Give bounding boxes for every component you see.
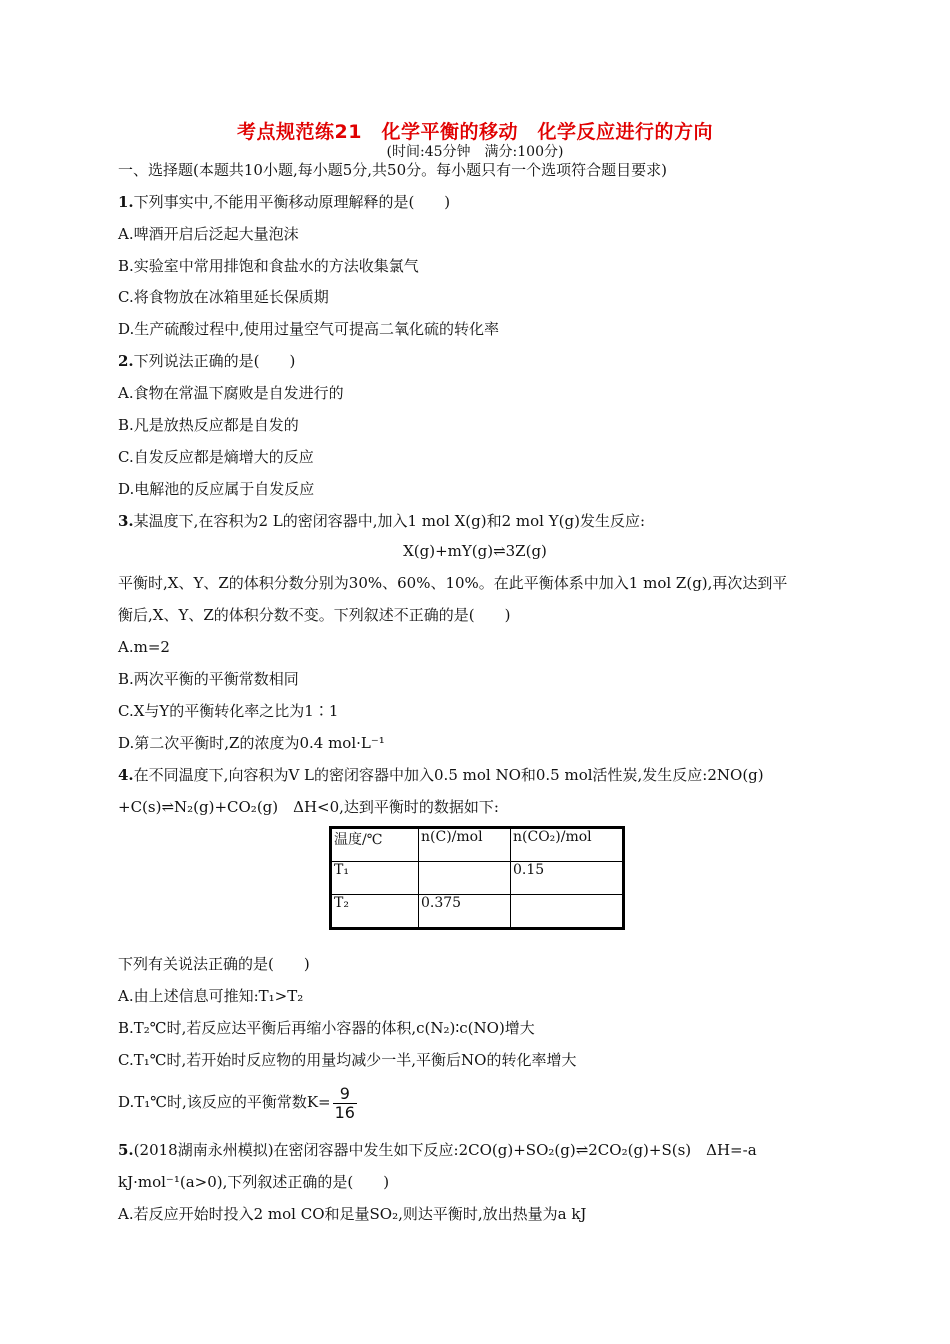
table-cell — [511, 895, 624, 929]
q2-option-a: A.食物在常温下腐败是自发进行的 — [118, 384, 344, 402]
q1-option-c: C.将食物放在冰箱里延长保质期 — [118, 288, 329, 306]
q3-text-line-2: 平衡时,X、Y、Z的体积分数分别为30%、60%、10%。在此平衡体系中加入1 mol Z(g),再次达到平 — [118, 574, 788, 592]
question-2 — [118, 350, 295, 372]
question-number: 1. — [118, 193, 134, 211]
q4-text-line-3: 下列有关说法正确的是( ) — [118, 955, 310, 973]
q1-option-b: B.实验室中常用排饱和食盐水的方法收集氯气 — [118, 257, 419, 275]
q3-option-d: D.第二次平衡时,Z的浓度为0.4 mol·L⁻¹ — [118, 734, 385, 752]
question-3 — [118, 510, 645, 532]
question-4 — [118, 764, 764, 786]
table-header-row — [331, 828, 624, 862]
page-title: 考点规范练21 化学平衡的移动 化学反应进行的方向 — [237, 121, 713, 143]
q2-option-d: D.电解池的反应属于自发反应 — [118, 480, 315, 498]
table-cell — [419, 862, 511, 895]
table-cell: T₁ — [331, 862, 419, 895]
q4-option-b: B.T₂℃时,若反应达平衡后再缩小容器的体积,c(N₂)∶c(NO)增大 — [118, 1019, 535, 1037]
table-header-cell: 温度/℃ — [331, 828, 419, 862]
q3-option-a: A.m=2 — [118, 638, 170, 656]
question-stem: (2018湖南永州模拟)在密闭容器中发生如下反应:2CO(g)+SO₂(g)⇌2CO₂(g)+S(s) ΔH=-a — [133, 1141, 757, 1159]
table-row — [331, 862, 624, 895]
question-5 — [118, 1139, 757, 1161]
q3-equation: X(g)+mY(g)⇌3Z(g) — [403, 542, 547, 560]
question-number: 4. — [118, 766, 134, 784]
q3-text-line-3: 衡后,X、Y、Z的体积分数不变。下列叙述不正确的是( ) — [118, 606, 511, 624]
page-subtitle: (时间:45分钟 满分:100分) — [386, 144, 564, 160]
equilibrium-data-table — [329, 826, 625, 930]
q1-option-a: A.啤酒开启后泛起大量泡沫 — [118, 225, 299, 243]
table-cell: 0.375 — [419, 895, 511, 929]
q4-option-d — [118, 1080, 357, 1124]
question-stem: 下列说法正确的是( ) — [133, 352, 296, 370]
question-stem: 下列事实中,不能用平衡移动原理解释的是( ) — [133, 193, 451, 211]
q2-option-c: C.自发反应都是熵增大的反应 — [118, 448, 314, 466]
q3-option-c: C.X与Y的平衡转化率之比为1∶1 — [118, 702, 339, 720]
fraction-numerator: 9 — [333, 1085, 357, 1104]
question-stem: 在不同温度下,向容积为V L的密闭容器中加入0.5 mol NO和0.5 mol活性炭,发生反应:2NO(g) — [133, 766, 764, 784]
table-header-cell: n(CO₂)/mol — [511, 828, 624, 862]
q1-option-d: D.生产硫酸过程中,使用过量空气可提高二氧化硫的转化率 — [118, 320, 500, 338]
table-header-cell: n(C)/mol — [419, 828, 511, 862]
table-cell: 0.15 — [511, 862, 624, 895]
question-1 — [118, 191, 450, 213]
question-number: 2. — [118, 352, 134, 370]
table-row — [331, 895, 624, 929]
q3-option-b: B.两次平衡的平衡常数相同 — [118, 670, 299, 688]
q4-text-line-2: +C(s)⇌N₂(g)+CO₂(g) ΔH<0,达到平衡时的数据如下: — [118, 798, 499, 816]
q4-option-a: A.由上述信息可推知:T₁>T₂ — [118, 987, 304, 1005]
q4-option-c: C.T₁℃时,若开始时反应物的用量均减少一半,平衡后NO的转化率增大 — [118, 1051, 577, 1069]
question-number: 3. — [118, 512, 134, 530]
q5-text-line-2: kJ·mol⁻¹(a>0),下列叙述正确的是( ) — [118, 1173, 390, 1191]
q4-option-d-text: D.T₁℃时,该反应的平衡常数K= — [118, 1093, 331, 1111]
q5-option-a: A.若反应开始时投入2 mol CO和足量SO₂,则达平衡时,放出热量为a kJ — [118, 1205, 587, 1223]
fraction-denominator: 16 — [334, 1102, 355, 1122]
table-cell: T₂ — [331, 895, 419, 929]
q2-option-b: B.凡是放热反应都是自发的 — [118, 416, 299, 434]
section-heading: 一、选择题(本题共10小题,每小题5分,共50分。每小题只有一个选项符合题目要求) — [118, 161, 667, 179]
question-stem: 某温度下,在容积为2 L的密闭容器中,加入1 mol X(g)和2 mol Y(g)发生反应: — [133, 512, 645, 530]
question-number: 5. — [118, 1141, 134, 1159]
fraction — [333, 1085, 357, 1122]
